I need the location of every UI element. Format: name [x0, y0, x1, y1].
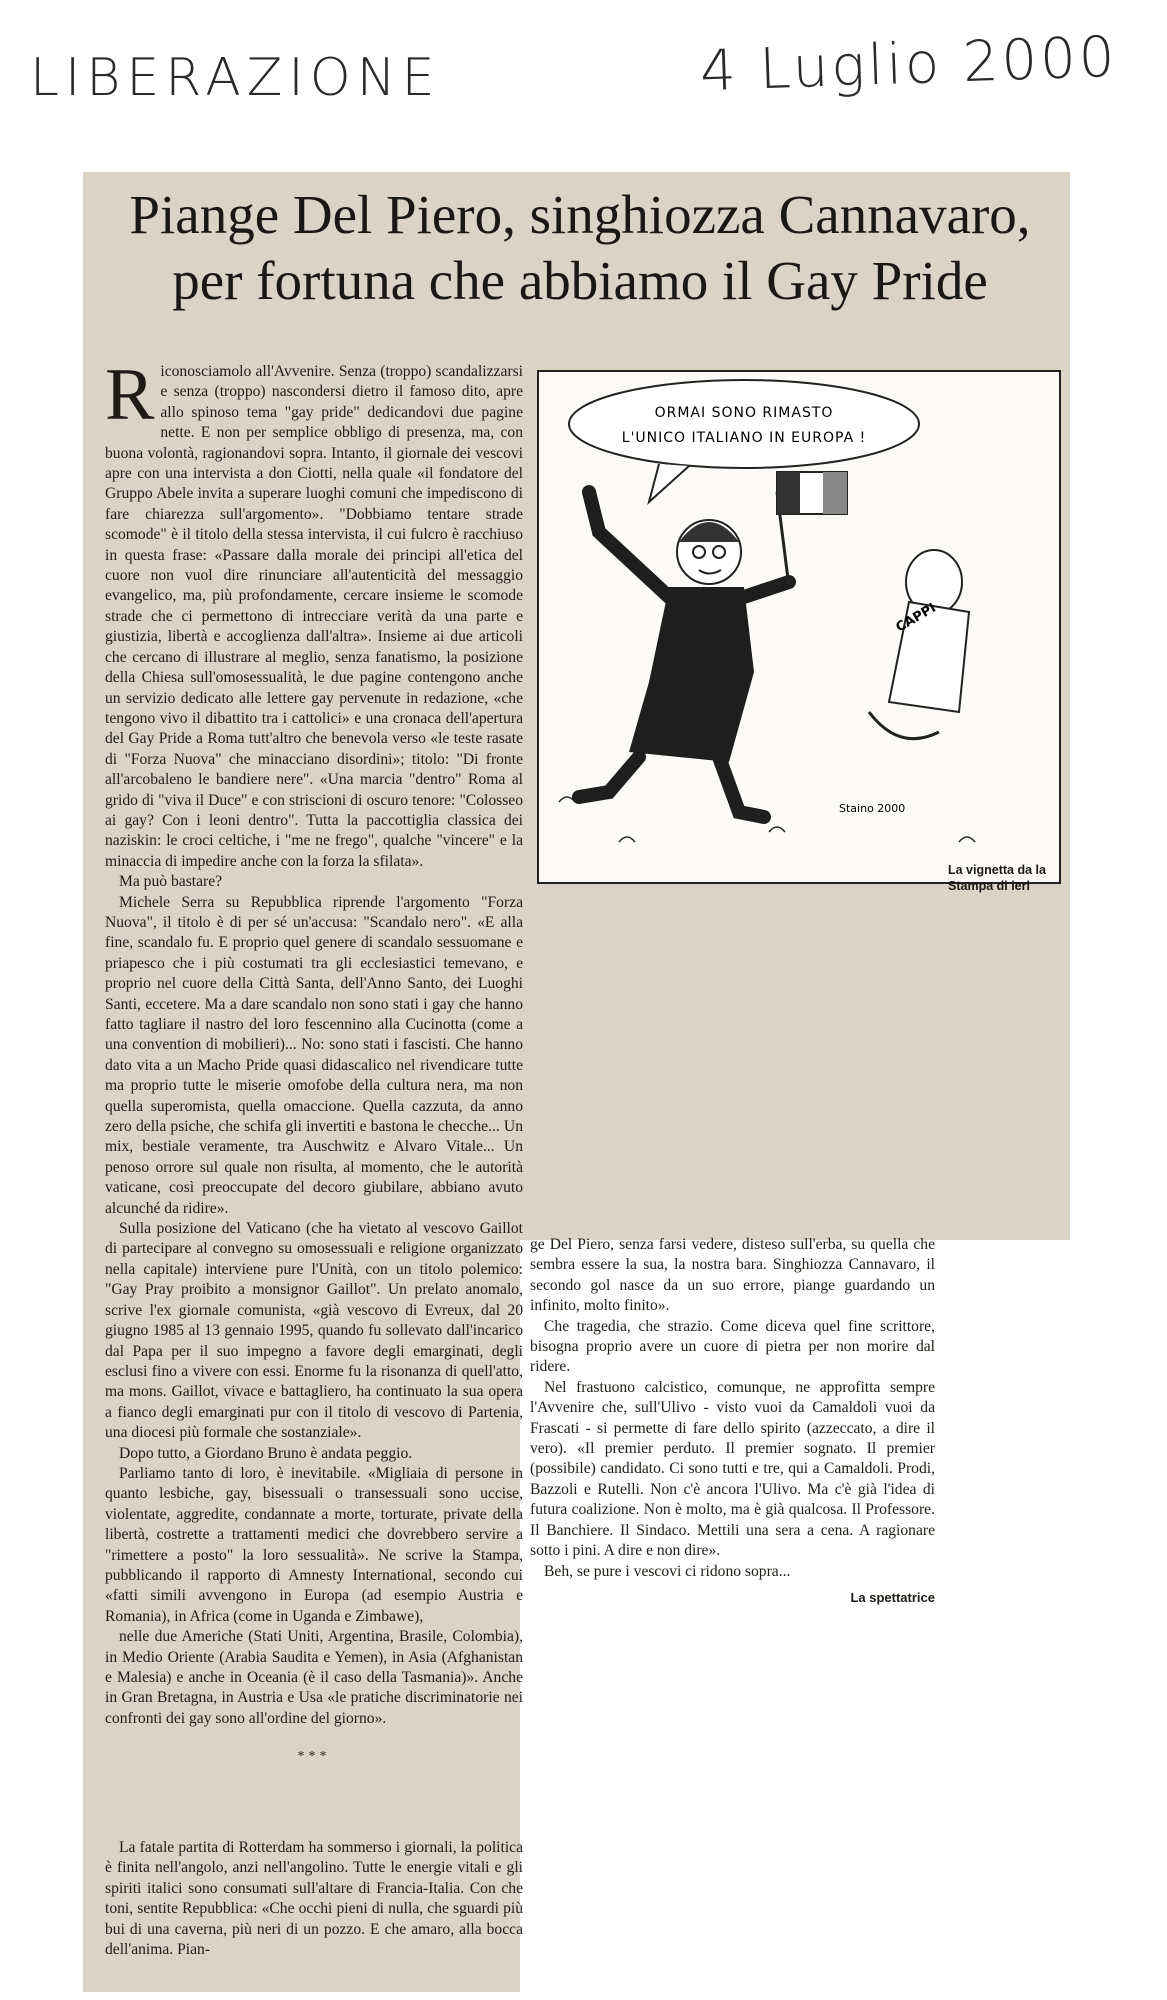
- article-column-1: [105, 354, 523, 1796]
- paragraph: La fatale partita di Rotterdam ha sommerso i giornali, la politica è finita nell'angolo, anzi nell'angolino. Tutte le energie vitali e gli spiriti italici sono consumati sull'altare di Francia-Italia. Con che toni, sentite Repubblica: «Che occhi pieni di nulla, che sguardi più bui di una caverna, più neri di un pozzo. E che amaro, alla bocca dell'anima. Pian-: [105, 1839, 523, 1959]
- paragraph: Michele Serra su Repubblica riprende l'argomento "Forza Nuova", il titolo è di per sé un'accusa: "Scandalo nero". «E alla fine, scandalo fu. E proprio quel genere di scandalo sessuomane e priapesco che i più costumati tra gli ecclesiastici temevano, e proprio nel cuore della Città Santa, dell'Anno Santo, dei Luoghi Santi, eccetere. Ma a dare scandalo non sono stati i gay che hanno fatto tagliare il nastro del loro fescennino alla Cucinotta (come a una convention di mobilieri)... No: sono stati i fascisti. Che hanno dato vita a un Macho Pride quasi didascalico nel rivendicare tutte ma proprio tutte le miserie omofobe della cultura nera, ma non quella superomista, quella omaccione. Quella cazzuta, da anno zero della psiche, che schifa gli invertiti e bastona le checche... Un mix, bestiale veramente, tra Auschwitz e Alvaro Vitale... Un penoso orrore sul quale non risulta, al momento, che le autorità vaticane, così preoccupate del decoro giubilare, abbiano avuto alcunché da ridire».: [105, 893, 523, 1217]
- section-separator: ***: [297, 1749, 331, 1765]
- paragraph: Parliamo tanto di loro, è inevitabile. «Migliaia di persone in quanto lesbiche, gay, bisessuali o transessuali sono uccise, violentate, aggredite, condannate a morte, torturate, private della libertà, costrette a trattamenti medici che dovrebbero servire a "rimettere a posto" la loro sessualità». Ne scrive la Stampa, pubblicando il rapporto di Amnesty International, secondo cui «fatti simili avvengono in Europa (ad esempio Austria e Romania), in Africa (come in Uganda e Zimbawe),: [105, 1464, 523, 1625]
- paragraph: Nel frastuono calcistico, comunque, ne approfitta sempre l'Avvenire che, sull'Ulivo - visto vuoi da Camaldoli vuoi da Frascati - si permette di fare dello spirito (azzeccato, a dire il vero). «Il premier perduto. Il premier sognato. Il premier (possibile) candidato. Ci sono tutti e tre, qui a Camaldoli. Prodi, Bazzoli e Rutelli. Non c'è ancora l'Ulivo. Ma c'è già l'idea di futura coalizione. Non è molto, ma è già qualcosa. Il Professore. Il Banchiere. Il Sindaco. Mettili una sera a cena. A ragionare sotto i pini. A dire e non dire».: [530, 1378, 935, 1560]
- paragraph: iconosciamolo all'Avvenire. Senza (troppo) scandalizzarsi e senza (troppo) nascondersi dietro il famoso dito, apre allo spinoso tema "gay pride" dedicandovi due pagine nette. E non per semplice obbligo di presenza, ma, con buona volontà, ragionandovi sopra. Intanto, il giornale dei vescovi apre con una intervista a don Ciotti, nella quale «il fondatore del Gruppo Abele invita a superare luoghi comuni che impediscono di fare chiarezza sull'argomento». "Dobbiamo tentare strade scomode" è il titolo della stessa intervista, il cui fulcro è racchiuso in questa frase: «Passare dalla morale dei principi all'etica del cuore non vuol dire rinunciare all'autenticità del messaggio evangelico, ma, più profondamente, cercare insieme le scomode strade che ci permettono di intrecciare verità da una parte e giustizia, libertà e accoglienza dall'altra». Insieme ai due articoli che cercano di illustrare al meglio, senza fanatismo, la posizione della Chiesa sull'omosessualità, le due pagine contengono anche un servizio dedicato alle lettere gay pervenute in redazione, «che tengono vivo il dibattito tra i cattolici» e una cronaca dell'apertura del Gay Pride a Roma tutt'altro che benevola verso «le teste rasate di "Forza Nuova" che minacciano disordini»; titolo: "Di fronte all'arcobaleno le bandiere nere". «Una marcia "dentro" Roma al grido di "viva il Duce" e con striscioni di oscuro tenore: "Colosseo ai gay? Con i leoni dentro". Tutta la paccottiglia classica dei naziskin: le croci celtiche, i "me ne frego", qualche "vincere" e la minaccia di impedire anche con la forza la sfilata».: [105, 363, 523, 870]
- drop-cap: R: [105, 354, 155, 436]
- cartoonist-signature: Staino 2000: [839, 802, 906, 815]
- article-column-1-end: [105, 1838, 523, 1960]
- sack-label: CAPPI: [893, 600, 939, 636]
- cartoon-illustration: [537, 370, 1061, 884]
- paragraph: nelle due Americhe (Stati Uniti, Argentina, Brasile, Colombia), in Medio Oriente (Arabia Saudita e Yemen), in Asia (Afghanistan e Malesia) e anche in Oceania (è il caso della Tasmania)». Anche in Gran Bretagna, in Austria e Usa «le pratiche discriminatorie nei confronti dei gay sono all'ordine del giorno».: [105, 1628, 523, 1727]
- handwritten-source: LIBERAZIONE: [30, 48, 441, 108]
- speech-bubble-line-1: ORMAI SONO RIMASTO: [654, 405, 834, 421]
- cartoon-caption: La vignetta da la Stampa di ieri: [948, 863, 1046, 893]
- headline-line-2: per fortuna che abbiamo il Gay Pride: [172, 250, 988, 311]
- author-signature: La spettatrice: [850, 1589, 935, 1605]
- headline-line-1: Piange Del Piero, singhiozza Cannavaro,: [129, 184, 1031, 245]
- cartoon-drawing: [539, 372, 1059, 882]
- paragraph: Che tragedia, che strazio. Come diceva quel fine scrittore, bisogna proprio avere un cuore di pietra per non morire dal ridere.: [530, 1317, 935, 1376]
- paragraph: ge Del Piero, senza farsi vedere, disteso sull'erba, su quella che sembra essere la sua, la nostra bara. Singhiozza Cannavaro, il secondo gol nasce da un suo errore, piange guardando un infinito, molto finito».: [530, 1236, 935, 1315]
- paragraph: Ma può bastare?: [119, 873, 223, 891]
- article-column-2: [530, 1235, 935, 1608]
- paragraph: Sulla posizione del Vaticano (che ha vietato al vescovo Gaillot di partecipare al convegno su omosessuali e religione organizzato nella capitale) interviene pure l'Unità, con un titolo polemico: "Gay Pray proibito a monsignor Gaillot". Un prelato anomalo, scrive l'ex giornale comunista, «già vescovo di Evreux, dal 20 giugno 1985 al 13 gennaio 1995, quando fu sollevato dall'incarico dal Papa per il suo impegno a favore degli emarginati, degli esclusi fino a vivere con essi. Enorme fu la risonanza di quell'atto, ma mons. Gaillot, vivace e battagliero, ha continuato la sua opera a fianco degli emarginati pur con il titolo di vescovo di Partenia, una diocesi più formale che sostanziale».: [105, 1220, 523, 1442]
- paragraph: Dopo tutto, a Giordano Bruno è andata peggio.: [119, 1444, 413, 1462]
- headline: [90, 182, 1070, 314]
- handwritten-date: 4 Luglio 2000: [698, 24, 1119, 105]
- paragraph: Beh, se pure i vescovi ci ridono sopra...: [544, 1562, 791, 1580]
- speech-bubble-line-2: L'UNICO ITALIANO IN EUROPA !: [621, 430, 867, 446]
